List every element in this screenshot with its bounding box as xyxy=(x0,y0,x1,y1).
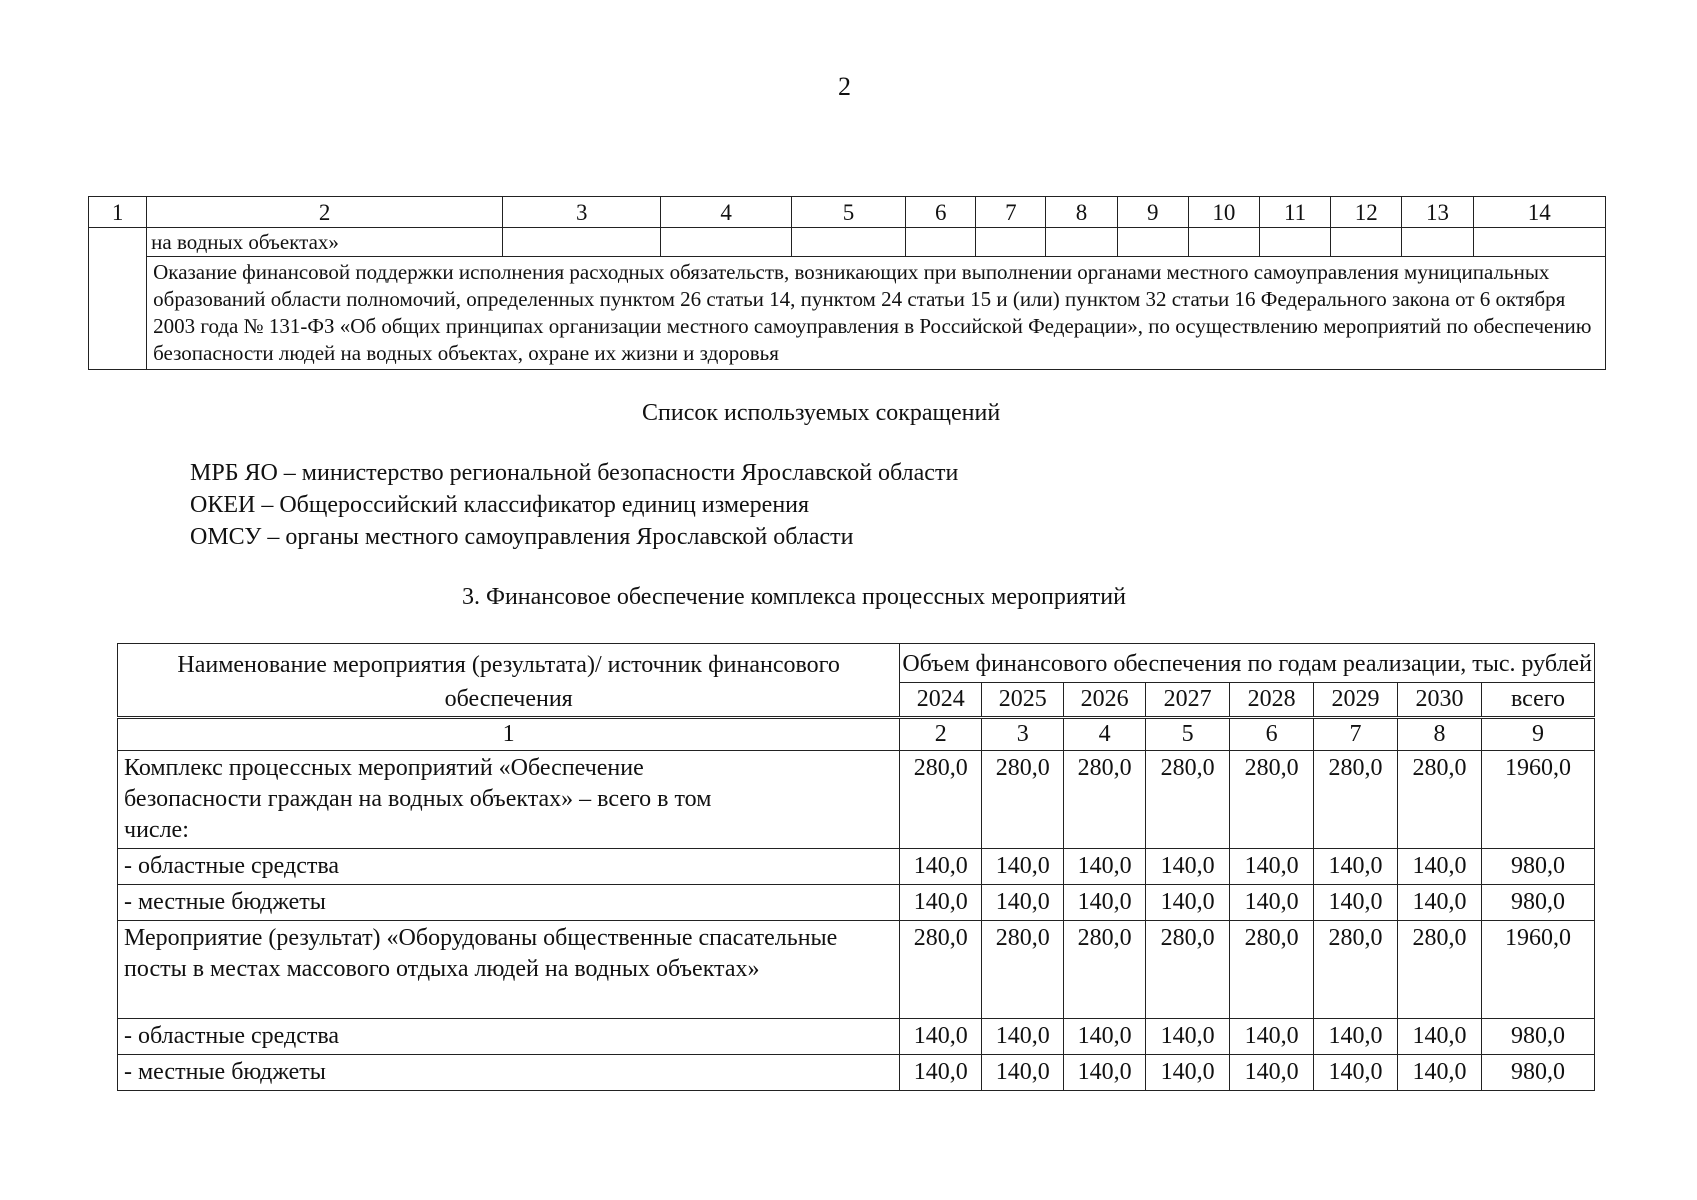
value-cell: 280,0 xyxy=(1064,751,1146,849)
value-cell: 140,0 xyxy=(982,849,1064,885)
abbreviation-item: ОМСУ – органы местного самоуправления Ярославской области xyxy=(190,524,854,550)
value-cell: 140,0 xyxy=(1314,1055,1398,1091)
year-header: 2026 xyxy=(1064,683,1146,718)
empty-cell xyxy=(89,228,147,370)
value-cell: 980,0 xyxy=(1481,1055,1594,1091)
column-number: 13 xyxy=(1402,197,1473,228)
column-number: 2 xyxy=(900,718,982,751)
page-number: 2 xyxy=(838,72,851,101)
value-cell: 140,0 xyxy=(1398,849,1482,885)
value-cell: 140,0 xyxy=(1064,849,1146,885)
value-cell: 140,0 xyxy=(982,885,1064,921)
value-cell: 140,0 xyxy=(1398,1055,1482,1091)
value-cell: 980,0 xyxy=(1481,1019,1594,1055)
column-number: 9 xyxy=(1117,197,1188,228)
value-cell: 280,0 xyxy=(1146,751,1230,849)
value-cell: 140,0 xyxy=(900,1055,982,1091)
empty-cell xyxy=(1473,228,1605,257)
value-cell: 280,0 xyxy=(900,921,982,1019)
empty-cell xyxy=(1046,228,1117,257)
row-name: - местные бюджеты xyxy=(118,1055,900,1091)
column-number: 1 xyxy=(118,718,900,751)
value-cell: 140,0 xyxy=(1146,1019,1230,1055)
name-column-header: Наименование мероприятия (результата)/ источник финансового обеспечения xyxy=(118,644,900,718)
empty-cell xyxy=(976,228,1046,257)
total-header: всего xyxy=(1481,683,1594,718)
value-cell: 140,0 xyxy=(1146,1055,1230,1091)
column-number: 6 xyxy=(906,197,976,228)
activities-table-continuation xyxy=(88,196,1606,370)
year-header: 2025 xyxy=(982,683,1064,718)
column-number: 5 xyxy=(1146,718,1230,751)
value-cell: 140,0 xyxy=(1314,849,1398,885)
column-number: 12 xyxy=(1331,197,1402,228)
table-row xyxy=(118,1019,1595,1055)
header-row xyxy=(118,644,1595,683)
value-cell: 140,0 xyxy=(1064,1055,1146,1091)
value-cell: 140,0 xyxy=(1230,1055,1314,1091)
value-cell: 140,0 xyxy=(1064,1019,1146,1055)
column-number: 4 xyxy=(1064,718,1146,751)
volume-column-header: Объем финансового обеспечения по годам реализации, тыс. рублей xyxy=(900,644,1595,683)
value-cell: 140,0 xyxy=(1314,885,1398,921)
column-number: 8 xyxy=(1046,197,1117,228)
value-cell: 980,0 xyxy=(1481,849,1594,885)
value-cell: 980,0 xyxy=(1481,885,1594,921)
row-name: - местные бюджеты xyxy=(118,885,900,921)
column-number: 4 xyxy=(661,197,791,228)
value-cell: 140,0 xyxy=(1146,885,1230,921)
value-cell: 140,0 xyxy=(982,1019,1064,1055)
value-cell: 140,0 xyxy=(982,1055,1064,1091)
year-header: 2028 xyxy=(1230,683,1314,718)
value-cell: 140,0 xyxy=(1314,1019,1398,1055)
task-description: Оказание финансовой поддержки исполнения расходных обязательств, возникающих при выполнении органами местного самоуправления муниципальных образований области полномочий, определенных пунктом 26 статьи 14, пунктом 24 статьи 15 и (или) пунктом 32 статьи 16 Федерального закона от 6 октября 2003 года № 131-ФЗ «Об общих принципах организации местного самоуправления в Российской Федерации», по осуществлению мероприятий по обеспечению безопасности людей на водных объектах, охране их жизни и здоровья xyxy=(147,257,1606,370)
empty-cell xyxy=(661,228,791,257)
column-number: 3 xyxy=(503,197,661,228)
value-cell: 140,0 xyxy=(1230,885,1314,921)
value-cell: 280,0 xyxy=(1146,921,1230,1019)
column-number: 9 xyxy=(1481,718,1594,751)
abbreviation-item: МРБ ЯО – министерство региональной безопасности Ярославской области xyxy=(190,460,959,486)
table-row xyxy=(118,885,1595,921)
column-number: 3 xyxy=(982,718,1064,751)
section-title: 3. Финансовое обеспечение комплекса процессных мероприятий xyxy=(462,584,1126,610)
table-row xyxy=(89,228,1606,257)
value-cell: 140,0 xyxy=(1064,885,1146,921)
value-cell: 280,0 xyxy=(1314,751,1398,849)
row-name: - областные средства xyxy=(118,849,900,885)
table-row xyxy=(118,1055,1595,1091)
value-cell: 280,0 xyxy=(900,751,982,849)
value-cell: 280,0 xyxy=(1398,751,1482,849)
value-cell: 140,0 xyxy=(1230,1019,1314,1055)
value-cell: 140,0 xyxy=(1146,849,1230,885)
value-cell: 280,0 xyxy=(982,751,1064,849)
empty-cell xyxy=(791,228,905,257)
table-row xyxy=(118,921,1595,1019)
column-number: 1 xyxy=(89,197,147,228)
year-header: 2029 xyxy=(1314,683,1398,718)
column-number: 7 xyxy=(1314,718,1398,751)
column-number: 2 xyxy=(147,197,503,228)
empty-cell xyxy=(906,228,976,257)
abbreviations-title: Список используемых сокращений xyxy=(642,400,1001,426)
column-number: 14 xyxy=(1473,197,1605,228)
value-cell: 280,0 xyxy=(1064,921,1146,1019)
empty-cell xyxy=(1188,228,1259,257)
value-cell: 1960,0 xyxy=(1481,751,1594,849)
column-number: 7 xyxy=(976,197,1046,228)
year-header: 2024 xyxy=(900,683,982,718)
table-row xyxy=(89,257,1606,370)
empty-cell xyxy=(1402,228,1473,257)
row-tail-text: на водных объектах» xyxy=(147,228,503,257)
column-number-row xyxy=(89,197,1606,228)
year-header: 2027 xyxy=(1146,683,1230,718)
table-row xyxy=(118,849,1595,885)
value-cell: 1960,0 xyxy=(1481,921,1594,1019)
value-cell: 280,0 xyxy=(1314,921,1398,1019)
value-cell: 140,0 xyxy=(900,885,982,921)
value-cell: 280,0 xyxy=(1230,751,1314,849)
empty-cell xyxy=(503,228,661,257)
value-cell: 140,0 xyxy=(1398,1019,1482,1055)
column-number: 5 xyxy=(791,197,905,228)
table-row xyxy=(118,751,1595,849)
column-number: 8 xyxy=(1398,718,1482,751)
empty-cell xyxy=(1260,228,1331,257)
empty-cell xyxy=(1117,228,1188,257)
value-cell: 140,0 xyxy=(900,849,982,885)
value-cell: 140,0 xyxy=(900,1019,982,1055)
column-number-row xyxy=(118,718,1595,751)
row-name: Мероприятие (результат) «Оборудованы общественные спасательные посты в местах массового отдыха людей на водных объектах» xyxy=(118,921,900,1019)
column-number: 10 xyxy=(1188,197,1259,228)
value-cell: 140,0 xyxy=(1230,849,1314,885)
row-name: Комплекс процессных мероприятий «Обеспечение безопасности граждан на водных объектах» – всего в том числе: xyxy=(118,751,900,849)
row-name: - областные средства xyxy=(118,1019,900,1055)
column-number: 11 xyxy=(1260,197,1331,228)
value-cell: 280,0 xyxy=(1230,921,1314,1019)
value-cell: 140,0 xyxy=(1398,885,1482,921)
column-number: 6 xyxy=(1230,718,1314,751)
empty-cell xyxy=(1331,228,1402,257)
year-header: 2030 xyxy=(1398,683,1482,718)
financing-table xyxy=(117,643,1595,1091)
value-cell: 280,0 xyxy=(1398,921,1482,1019)
value-cell: 280,0 xyxy=(982,921,1064,1019)
abbreviation-item: ОКЕИ – Общероссийский классификатор единиц измерения xyxy=(190,492,810,518)
